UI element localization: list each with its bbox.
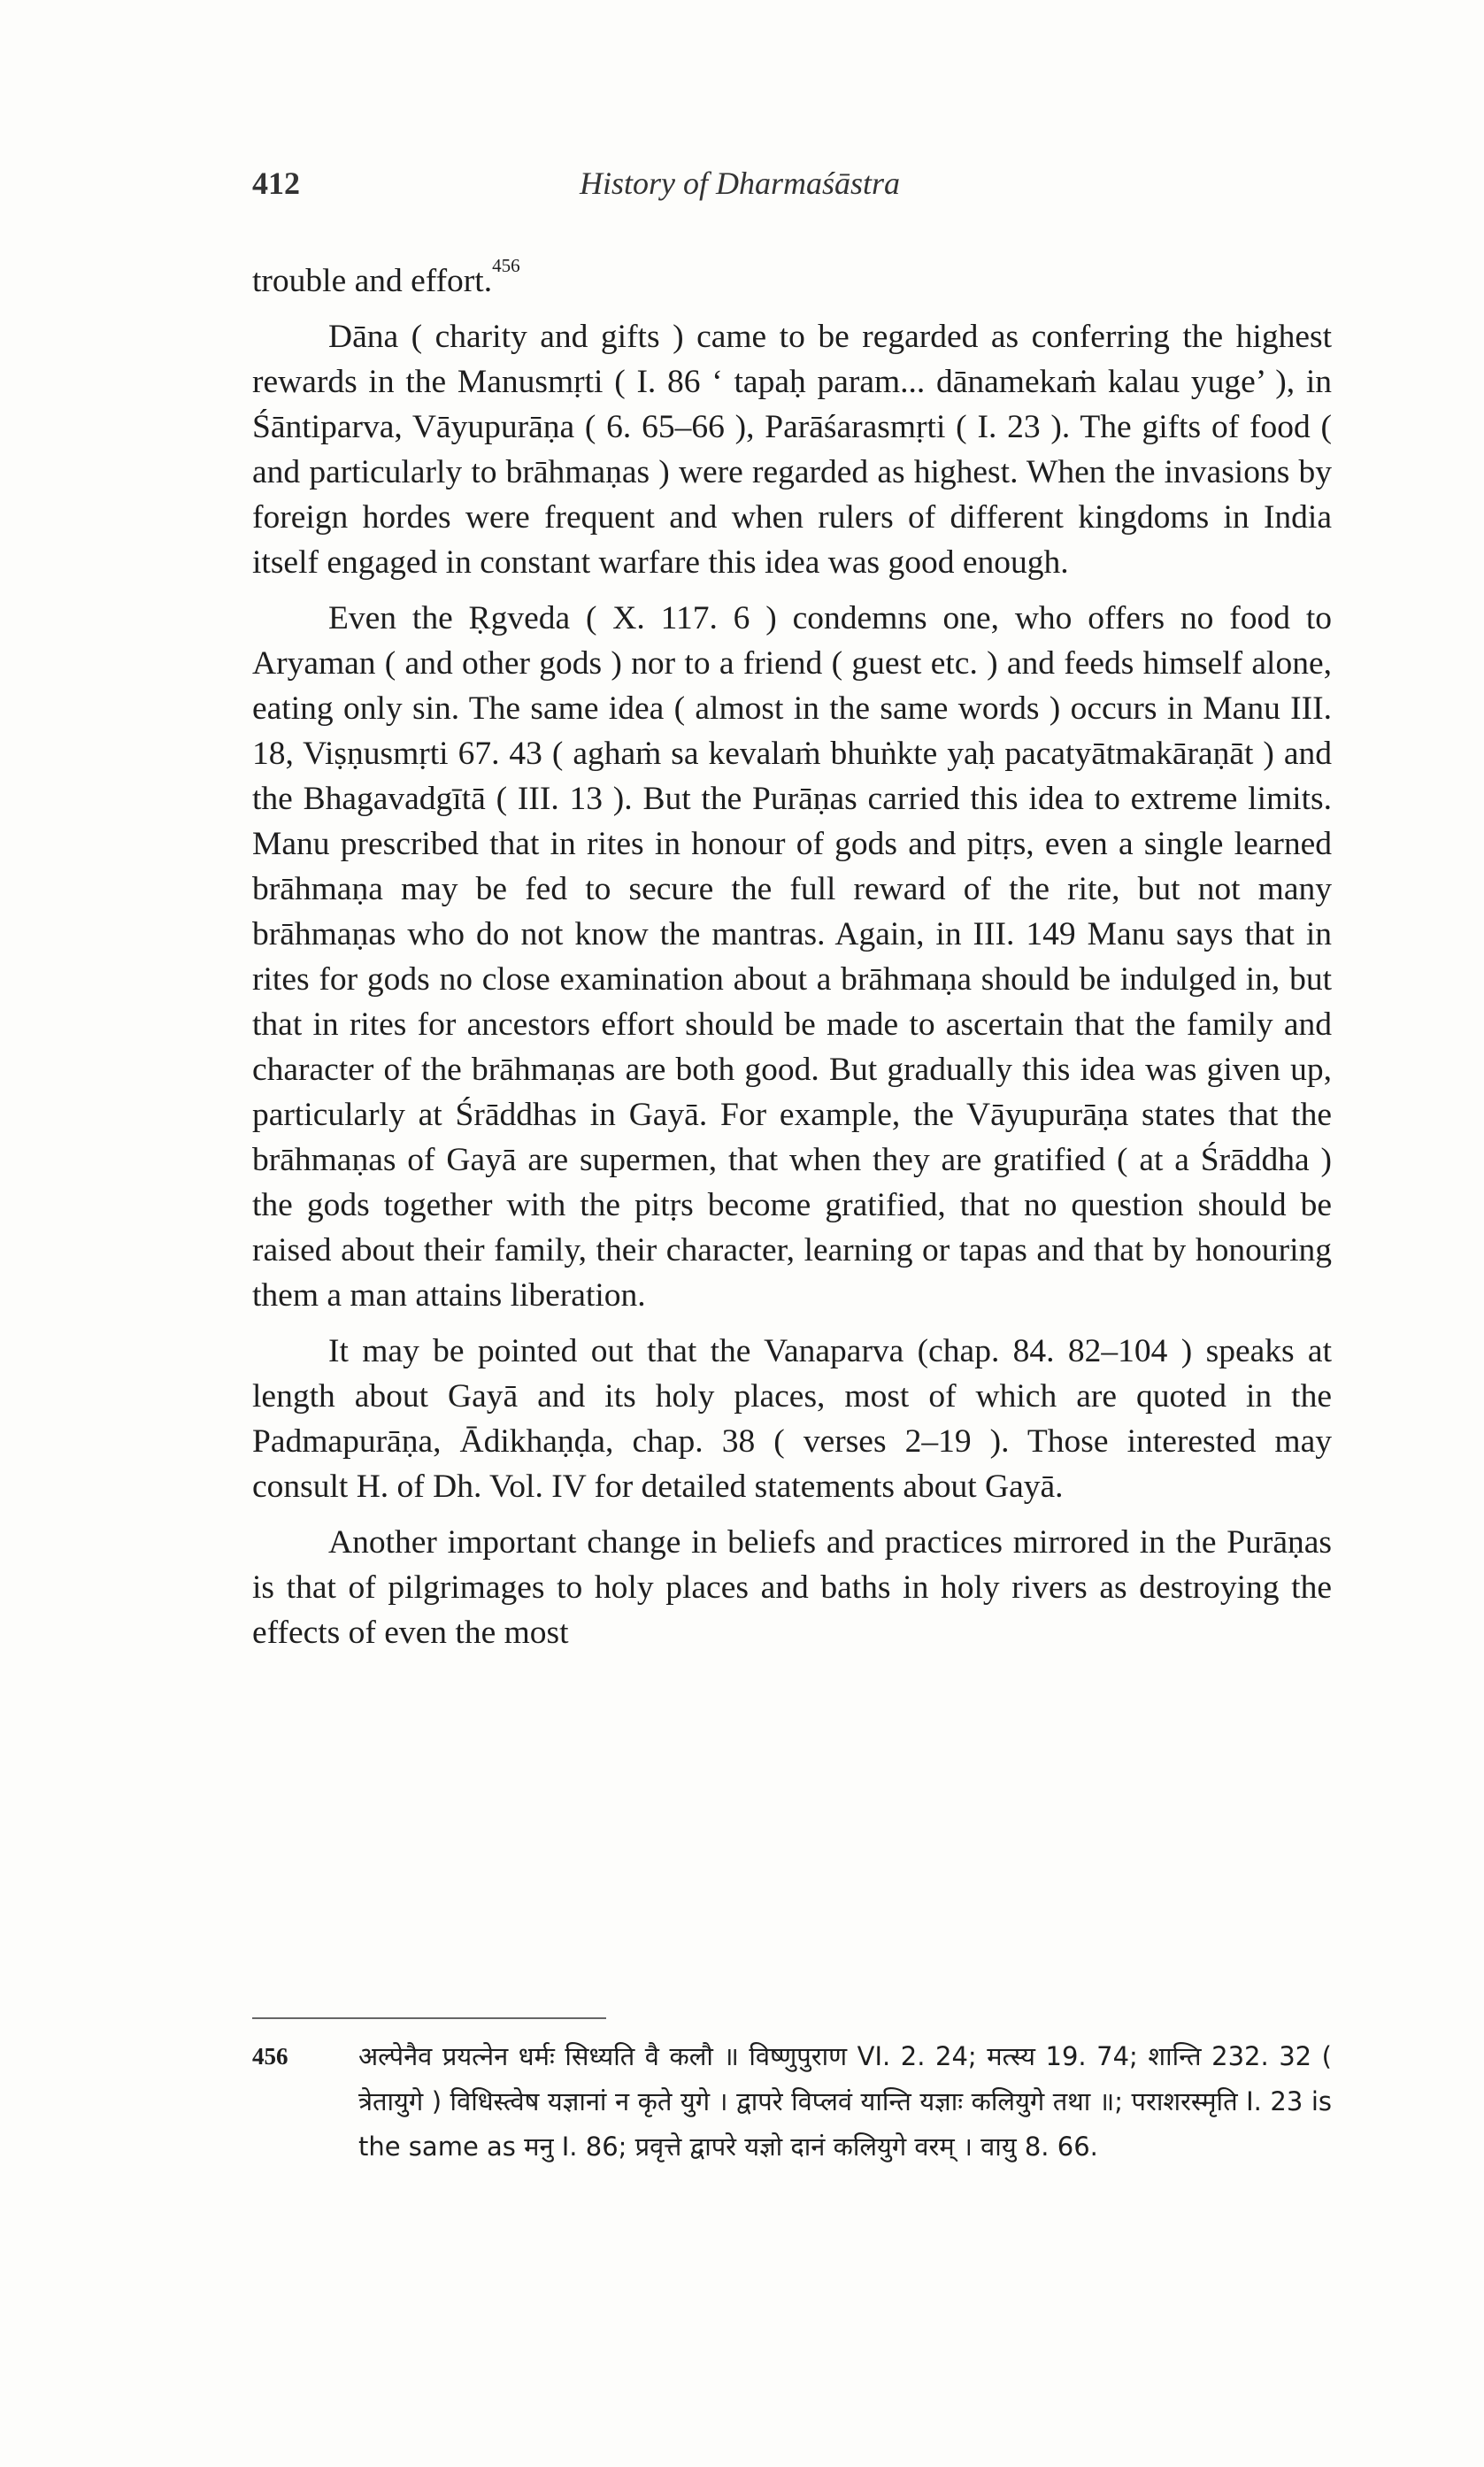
body-text	[252, 255, 1332, 1666]
paragraph: It may be pointed out that the Vanaparva (chap. 84. 82–104 ) speaks at length about Gayā and its holy places, most of which are quoted in the Padmapurāṇa, Ādikhaṇḍa, chap. 38 ( verses 2–19 ). Those interested may consult H. of Dh. Vol. IV for detailed statements about Gayā.	[252, 1333, 1332, 1505]
paragraph: Another important change in beliefs and practices mirrored in the Purāṇas is that of pilgrimages to holy places and baths in holy rivers as destroying the effects of even the most	[252, 1524, 1332, 1651]
page-header	[252, 165, 1332, 218]
page-number: 412	[252, 166, 300, 201]
footnote	[252, 2034, 1332, 2170]
paragraph: Even the Ṛgveda ( X. 117. 6 ) condemns one, who offers no food to Aryaman ( and other gods ) nor to a friend ( guest etc. ) and feeds himself alone, eating only sin. The same idea ( almost in the same words ) occurs in Manu III. 18, Viṣṇusmṛti 67. 43 ( aghaṁ sa kevalaṁ bhuṅkte yaḥ pacatyātmakāraṇāt ) and the Bhagavadgītā ( III. 13 ). But the Purāṇas carried this idea to extreme limits. Manu prescribed that in rites in honour of gods and pitṛs, even a single learned brāhmaṇa may be fed to secure the full reward of the rite, but not many brāhmaṇas who do not know the mantras. Again, in III. 149 Manu says that in rites for gods no close examination about a brāhmaṇa should be indulged in, but that in rites for ancestors effort should be made to ascertain that the family and character of the brāhmaṇas are both good. But gradually this idea was given up, particularly at Śrāddhas in Gayā. For example, the Vāyupurāṇa states that the brāhmaṇas of Gayā are supermen, that when they are gratified ( at a Śrāddha ) the gods together with the pitṛs become gratified, that no question should be raised about their family, their character, learning or tapas and that by honouring them a man attains liberation.	[252, 600, 1332, 1314]
footnote-number: 456	[252, 2043, 288, 2070]
running-title: History of Dharmaśāstra	[580, 166, 901, 201]
paragraph	[252, 255, 1332, 304]
paragraph: Dāna ( charity and gifts ) came to be regarded as conferring the highest rewards in the Manusmṛti ( I. 86 ‘ tapaḥ param... dānamekaṁ kalau yuge’ ), in Śāntiparva, Vāyupurāṇa ( 6. 65–66 ), Parāśarasmṛti ( I. 23 ). The gifts of food ( and particularly to brāhmaṇas ) were regarded as highest. When the invasions by foreign hordes were frequent and when rulers of different kingdoms in India itself engaged in constant warfare this idea was good enough.	[252, 319, 1332, 581]
footnote-divider	[252, 2017, 606, 2019]
footnote-ref: 456	[492, 255, 520, 276]
footnote-text: अल्पेनैव प्रयत्नेन धर्मः सिध्यति वै कलौ ॥ विष्णुपुराण VI. 2. 24; मत्स्य 19. 74; शान्ति 232. 32 ( त्रेतायुगे ) विधिस्त्वेष यज्ञानां न कृते युगे । द्वापरे विप्लवं यान्ति यज्ञाः कलियुगे तथा ॥; पराशरस्मृति I. 23 is the same as मनु I. 86; प्रवृत्ते द्वापरे यज्ञो दानं कलियुगे वरम् । वायु 8. 66.	[358, 2041, 1332, 2162]
paragraph-text: trouble and effort.	[252, 263, 493, 299]
